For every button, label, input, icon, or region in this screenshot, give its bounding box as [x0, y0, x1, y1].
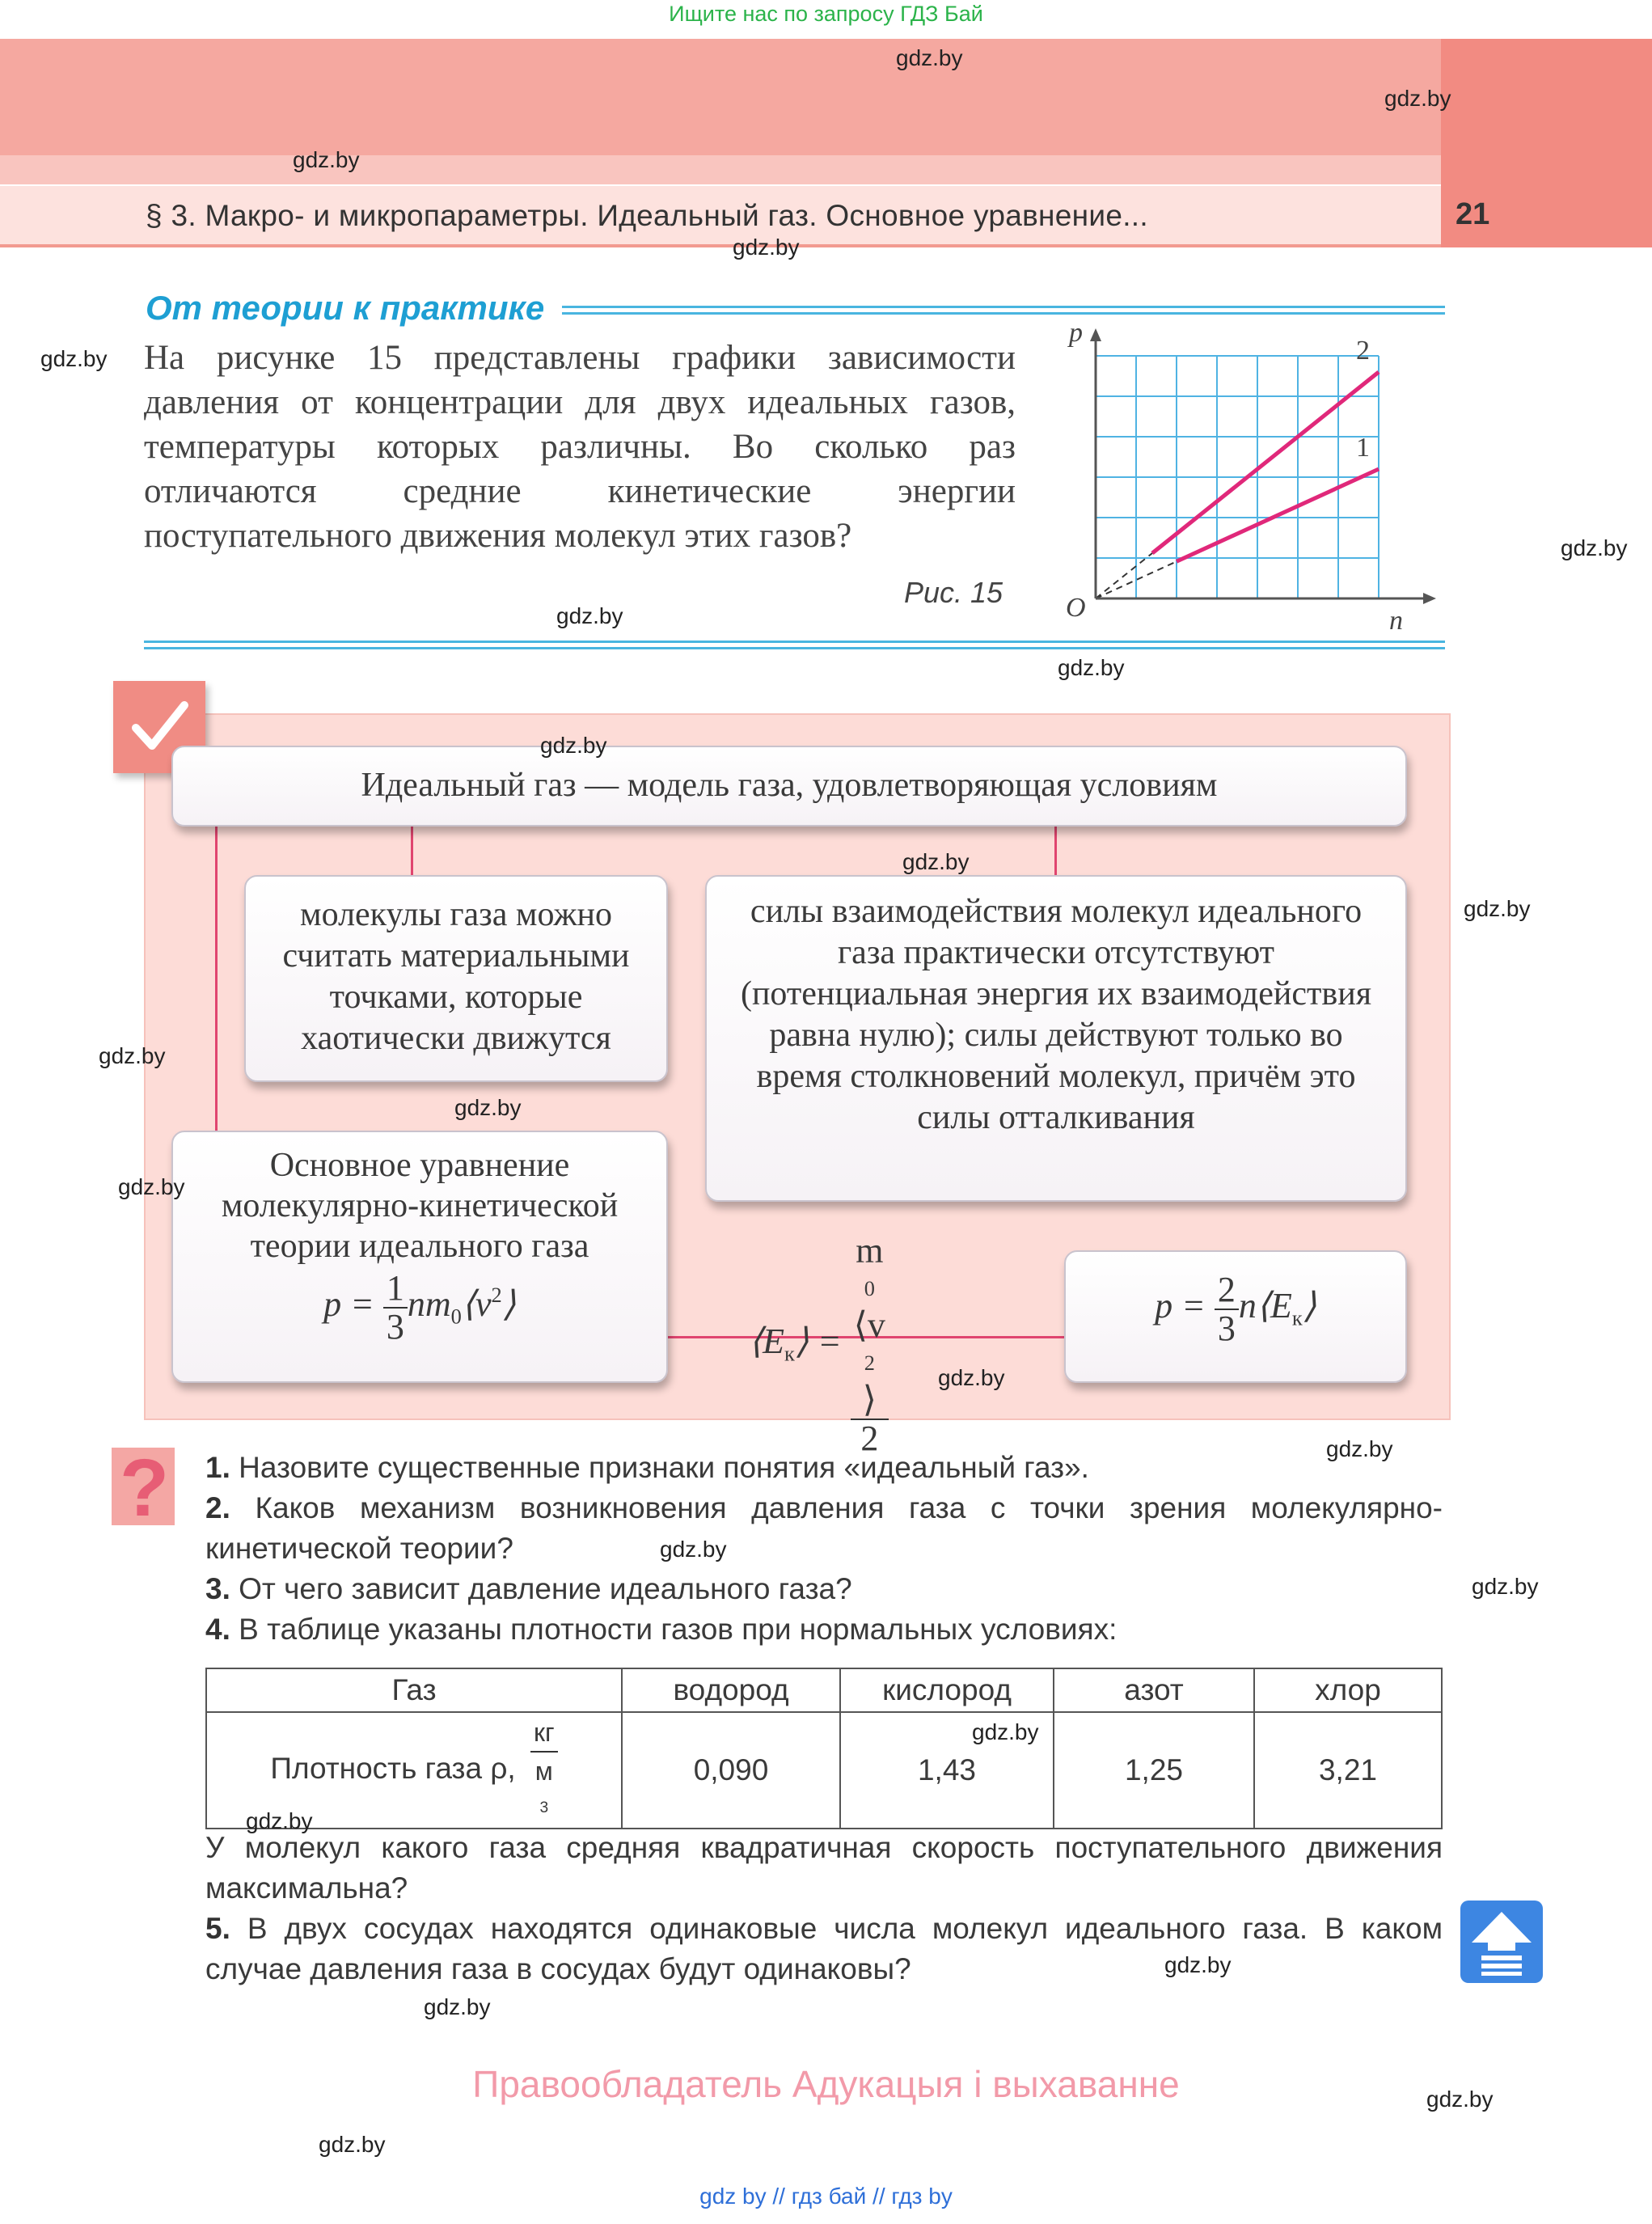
ek-den: 2 [860, 1419, 879, 1458]
series-1-line [1177, 469, 1379, 561]
eq1-close: ⟩ [501, 1284, 516, 1325]
watermark: gdz.by [1426, 2087, 1494, 2112]
watermark: gdz.by [1384, 86, 1451, 111]
eq1-sub: 0 [450, 1304, 462, 1329]
chart-series [1096, 336, 1379, 598]
ek-mid: ⟩ = [794, 1321, 842, 1362]
eq2-rhs: n⟨E [1238, 1286, 1292, 1326]
condition-box-1 [244, 875, 668, 1082]
question-4 [205, 1609, 1443, 1650]
table-cell: 1,25 [1054, 1712, 1254, 1829]
connector [1054, 827, 1057, 875]
ek-num-close: ⟩ [862, 1380, 877, 1419]
pressure-energy-box [1064, 1250, 1407, 1383]
watermark: gdz.by [540, 733, 607, 758]
svg-text:?: ? [120, 1443, 170, 1530]
eq1-rhs: nm [407, 1284, 451, 1325]
table-header-cell: азот [1054, 1668, 1254, 1712]
table-cell: 3,21 [1254, 1712, 1442, 1829]
problem-text: На рисунке 15 представлены графики зависимости давления от концентрации для двух идеальных газов, температуры которых различны. Во сколько раз отличаются средние кинетические энергии поступательного движения молекул этих газов? [144, 339, 1016, 555]
question-number: 1. [205, 1451, 230, 1484]
unit-pow: 3 [539, 1799, 549, 1816]
question-number: 5. [205, 1912, 230, 1945]
eq1-pow: 2 [491, 1282, 502, 1307]
watermark: gdz.by [1164, 1952, 1232, 1977]
table-header-row [206, 1668, 1442, 1712]
x-axis-label: n [1389, 606, 1403, 636]
question-text: От чего зависит давление идеального газа? [239, 1572, 852, 1605]
table-row [206, 1712, 1442, 1829]
watermark: gdz.by [118, 1174, 185, 1199]
footer-links[interactable]: gdz by // гдз бай // гдз by [699, 2184, 953, 2209]
table-header-cell: хлор [1254, 1668, 1442, 1712]
question-1 [205, 1448, 1443, 1488]
watermark: gdz.by [246, 1808, 313, 1833]
basic-equation-box [171, 1131, 668, 1383]
gas-density-table [205, 1668, 1443, 1829]
watermark: gdz.by [1326, 1436, 1393, 1461]
table-header-cell: водород [622, 1668, 840, 1712]
heading-rule [562, 312, 1445, 315]
watermark: gdz.by [424, 1994, 491, 2019]
watermark: gdz.by [319, 2132, 386, 2157]
section-rule [144, 647, 1445, 649]
eq2-den: 3 [1217, 1309, 1236, 1348]
series-2-line [1152, 372, 1379, 553]
watermark: gdz.by [1472, 1574, 1539, 1599]
question-number: 2. [205, 1491, 230, 1524]
watermark: gdz.by [40, 346, 108, 371]
watermark: gdz.by [938, 1365, 1005, 1390]
practice-heading: От теории к практике [146, 289, 545, 327]
series-2-label: 2 [1356, 336, 1370, 366]
watermark: gdz.by [660, 1537, 727, 1562]
question-mark-icon [112, 1441, 183, 1530]
chapter-title: § 3. Макро- и микропараметры. Идеальный газ. Основное уравнение... [146, 199, 1148, 232]
kinetic-energy-formula [749, 1233, 1008, 1457]
question-number: 3. [205, 1572, 230, 1605]
x-axis-arrow [1423, 593, 1436, 604]
page-number: 21 [1456, 197, 1490, 231]
eq1-den: 3 [386, 1307, 404, 1347]
top-note: Ищите нас по запросу ГДЗ Бай [669, 2, 983, 26]
watermark: gdz.by [454, 1095, 522, 1120]
condition-box-2 [705, 875, 1407, 1202]
question-2 [205, 1488, 1443, 1569]
density-unit [530, 1714, 558, 1827]
pressure-concentration-chart [1051, 323, 1439, 647]
basic-equation-title: Основное уравнение молекулярно-кинетической теории идеального газа [221, 1147, 619, 1265]
pressure-energy-formula [1066, 1271, 1405, 1347]
eq2-sub: к [1291, 1305, 1303, 1330]
question-5 [205, 1909, 1443, 1989]
basic-equation-formula [188, 1270, 652, 1346]
condition-1-text: молекулы газа можно считать материальными точками, которые хаотически движутся [282, 896, 630, 1057]
ek-num-a: m [856, 1231, 884, 1271]
unit-den: м [534, 1757, 553, 1786]
figure-caption: Рис. 15 [904, 576, 1003, 609]
question-number: 4. [205, 1613, 230, 1646]
watermark: gdz.by [733, 235, 800, 260]
question-text: В таблице указаны плотности газов при нормальных условиях: [239, 1613, 1118, 1646]
connector [215, 827, 218, 1131]
question-text: Назовите существенные признаки понятия «идеальный газ». [239, 1451, 1089, 1484]
eq1-tail: ⟨v [461, 1284, 492, 1325]
ek-sub: к [784, 1341, 795, 1366]
ek-num-sub: 0 [864, 1276, 875, 1300]
chart-grid [1096, 356, 1379, 598]
header-band [0, 39, 1441, 155]
table-header-cell: Газ [206, 1668, 622, 1712]
watermark: gdz.by [1561, 535, 1628, 560]
question-text: Каков механизм возникновения давления газа с точки зрения молекулярно-кинетической теории? [205, 1491, 1443, 1565]
connector [411, 827, 413, 875]
eq2-num: 2 [1215, 1271, 1239, 1310]
unit-num: кг [530, 1714, 558, 1753]
eq1-lhs: p = [323, 1284, 374, 1325]
header-divider [0, 244, 1441, 247]
eq1-num: 1 [383, 1270, 408, 1309]
watermark: gdz.by [99, 1043, 166, 1068]
table-header-cell: кислород [840, 1668, 1054, 1712]
section-rule [144, 641, 1445, 643]
ek-num-pow: 2 [864, 1351, 875, 1375]
density-label: Плотность газа ρ, [270, 1751, 516, 1785]
eq2-lhs: p = [1155, 1286, 1206, 1326]
watermark: gdz.by [972, 1719, 1039, 1744]
rights-holder: Правообладатель Адукацыя і выхаванне [472, 2063, 1180, 2105]
series-2-extrapolation [1096, 553, 1152, 598]
y-axis-arrow [1090, 328, 1101, 341]
watermark: gdz.by [902, 849, 970, 874]
ideal-gas-definition-box [171, 746, 1407, 827]
question-text: В двух сосудах находятся одинаковые числа молекул идеального газа. В каком случае давления газа в сосудах будут одинаковы? [205, 1912, 1443, 1985]
origin-label: O [1066, 593, 1086, 623]
watermark: gdz.by [896, 45, 963, 70]
question-3 [205, 1569, 1443, 1609]
header-band-mid [0, 155, 1441, 184]
scroll-up-button[interactable] [1460, 1901, 1543, 1983]
eq2-close: ⟩ [1302, 1286, 1316, 1326]
heading-rule [562, 306, 1445, 308]
table-cell: 0,090 [622, 1712, 840, 1829]
y-axis-label: p [1069, 323, 1083, 348]
watermark: gdz.by [1058, 655, 1125, 680]
watermark: gdz.by [293, 147, 360, 172]
condition-2-text: силы взаимодействия молекул идеального газа практически отсутствуют (потенциальная энергия их взаимодействия равна нулю); силы действуют только во время столкновений молекул, причём это силы отталкивания [740, 893, 1372, 1136]
table-cell: 1,43 [840, 1712, 1054, 1829]
watermark: gdz.by [556, 603, 623, 628]
watermark: gdz.by [1464, 896, 1531, 921]
arrow-up-icon [1460, 1901, 1543, 1983]
question-4-followup: У молекул какого газа средняя квадратичная скорость поступательного движения максимальна? [205, 1831, 1443, 1905]
ideal-gas-definition: Идеальный газ — модель газа, удовлетворяющая условиям [361, 767, 1218, 804]
ek-num-b: ⟨v [853, 1305, 885, 1345]
series-1-label: 1 [1356, 433, 1370, 463]
ek-lhs: ⟨E [749, 1321, 785, 1362]
